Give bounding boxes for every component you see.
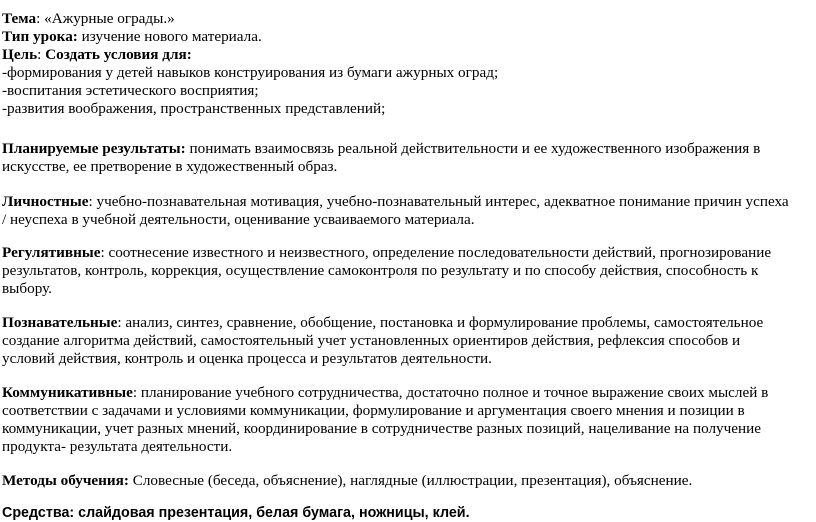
goal-label: Цель: [2, 46, 38, 63]
communicative-text: : планирование учебного сотрудничества, достаточно полное и точное выражение своих мыслей в: [132, 384, 769, 401]
goal-item: -развития воображения, пространственных представлений;: [2, 100, 386, 117]
personal-line-1: [2, 193, 808, 211]
methods-label: Методы обучения:: [2, 472, 129, 489]
regulatory-section: [2, 244, 808, 298]
goal-item: -воспитания эстетического восприятия;: [2, 82, 259, 99]
lesson-type-value: изучение нового материала.: [77, 28, 262, 45]
cognitive-line-1: [2, 314, 808, 332]
personal-text: : учебно-познавательная мотивация, учебно-познавательный интерес, адекватное понимание причин успеха: [88, 193, 789, 210]
cognitive-text: : анализ, синтез, сравнение, обобщение, постановка и формулирование проблемы, самостоятельное: [117, 314, 764, 331]
goal-line: [2, 46, 808, 64]
goal-value: Создать условия для:: [45, 46, 192, 63]
regulatory-label: Регулятивные: [2, 244, 101, 261]
communicative-line-2: соответствии с задачами и условиями коммуникации, формулирование и аргументация своего мнения и позиции в: [2, 402, 745, 419]
communicative-section: [2, 384, 808, 456]
goal-item: -формирования у детей навыков конструирования из бумаги ажурных оград;: [2, 64, 499, 81]
regulatory-line-2: результатов, контроль, коррекция, осуществление самоконтроля по результату и по способу действия, способность к: [2, 262, 759, 279]
methods-text: Словесные (беседа, объяснение), наглядные (иллюстрации, презентация), объяснение.: [128, 472, 693, 489]
planned-results-line-2: искусстве, ее претворение в художественный образ.: [2, 158, 338, 175]
communicative-line-3: коммуникации, учет разных мнений, координирование в сотрудничестве разных позиций, нацеливание на получение: [2, 420, 762, 437]
personal-section: [2, 193, 808, 229]
regulatory-line-1: [2, 244, 808, 262]
cognitive-label: Познавательные: [2, 314, 118, 331]
planned-results-text: понимать взаимосвязь реальной действительности и ее художественного изображения в: [185, 140, 761, 157]
personal-label: Личностные: [2, 193, 89, 210]
cognitive-line-2: создание алгоритма действий, самостоятельный учет установленных ориентиров действия, рефлексия способов и: [2, 332, 741, 349]
regulatory-text: : соотнесение известного и неизвестного, определение последовательности действий, прогнозирование: [100, 244, 772, 261]
lesson-type-label: Тип урока:: [2, 28, 78, 45]
means-line: [2, 504, 808, 522]
goal-sep: :: [37, 46, 46, 63]
lesson-type-line: [2, 28, 808, 46]
regulatory-line-3: выбору.: [2, 280, 52, 297]
planned-results-label: Планируемые результаты:: [2, 140, 186, 157]
means-section: [2, 504, 808, 522]
planned-results-section: [2, 140, 808, 176]
cognitive-section: [2, 314, 808, 368]
topic-line: [2, 10, 808, 28]
means-text: Средства: слайдовая презентация, белая бумага, ножницы, клей.: [2, 505, 470, 521]
methods-section: [2, 472, 808, 490]
personal-line-2: / неуспеха в учебной деятельности, оценивание усваиваемого материала.: [2, 211, 475, 228]
topic-value: : «Ажурные ограды.»: [36, 10, 175, 27]
planned-results-line-1: [2, 140, 808, 158]
cognitive-line-3: условий действия, контроль и оценка процесса и результатов деятельности.: [2, 350, 492, 367]
communicative-line-4: продукта- результата деятельности.: [2, 438, 233, 455]
methods-line: [2, 472, 808, 490]
communicative-line-1: [2, 384, 808, 402]
communicative-label: Коммуникативные: [2, 384, 133, 401]
topic-label: Тема: [2, 10, 37, 27]
lesson-header: [2, 10, 808, 118]
